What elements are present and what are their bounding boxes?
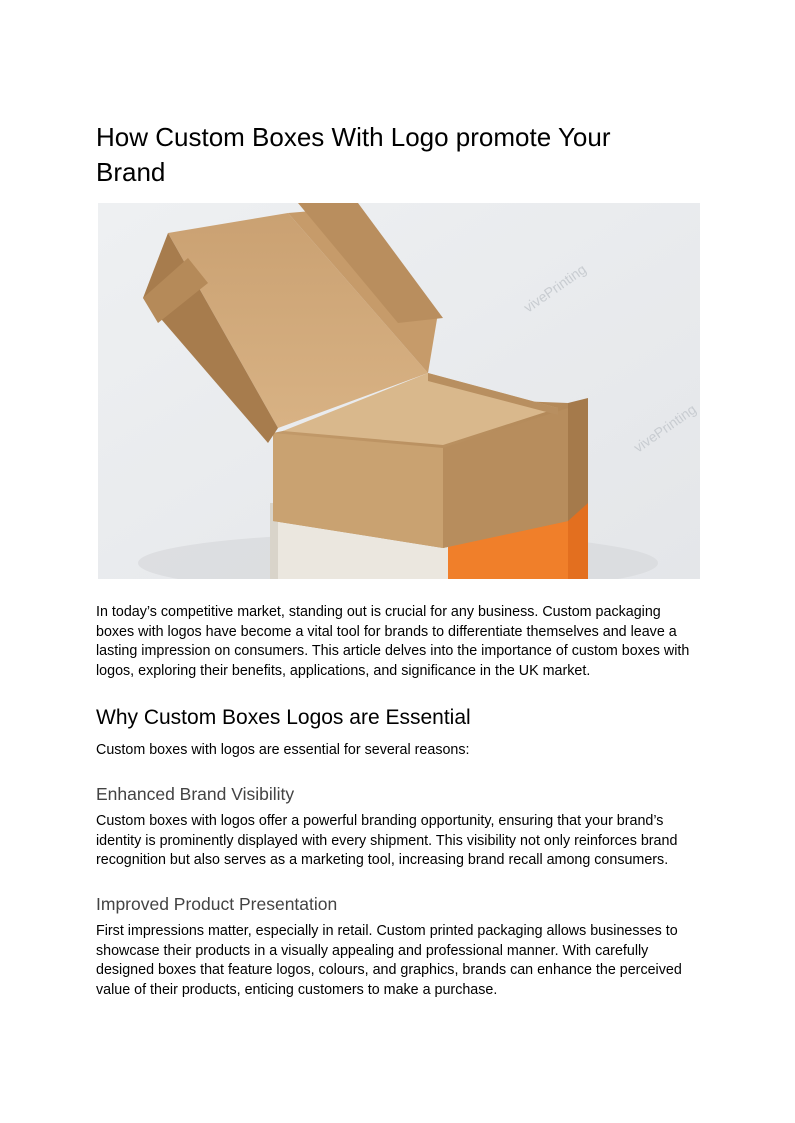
section-paragraph-why-essential: Custom boxes with logos are essential for several reasons:: [96, 742, 470, 758]
page-title: How Custom Boxes With Logo promote Your Brand: [96, 122, 611, 187]
subheading-brand-visibility: Enhanced Brand Visibility: [96, 784, 295, 804]
subheading-product-presentation: Improved Product Presentation: [96, 894, 338, 914]
section-heading-why-essential: Why Custom Boxes Logos are Essential: [96, 706, 471, 729]
watermark-text: vivePrinting: [520, 260, 590, 316]
intro-paragraph: In today’s competitive market, standing out is crucial for any business. Custom packaging boxes with logos have become a vital tool for brands to differentiate themselves and leave a lasting impression on consumers. This article delves into the importance of custom boxes with logos, exploring their benefits, applications, and significance in the UK market.: [96, 604, 690, 679]
watermark-text: vivePrinting: [630, 400, 700, 456]
paragraph-product-presentation: First impressions matter, especially in retail. Custom printed packaging allows businesses to showcase their products in a visually appealing and professional manner. With carefully designed boxes that feature logos, colours, and graphics, brands can enhance the perceived value of their products, enticing customers to make a purchase.: [96, 923, 682, 998]
hero-image: [98, 203, 700, 579]
paragraph-brand-visibility: Custom boxes with logos offer a powerful branding opportunity, ensuring that your brand’s identity is prominently displayed with every shipment. This visibility not only reinforces brand recognition but also serves as a marketing tool, increasing brand recall among consumers.: [96, 813, 678, 868]
kraft-mailer-box-image: [98, 203, 700, 579]
